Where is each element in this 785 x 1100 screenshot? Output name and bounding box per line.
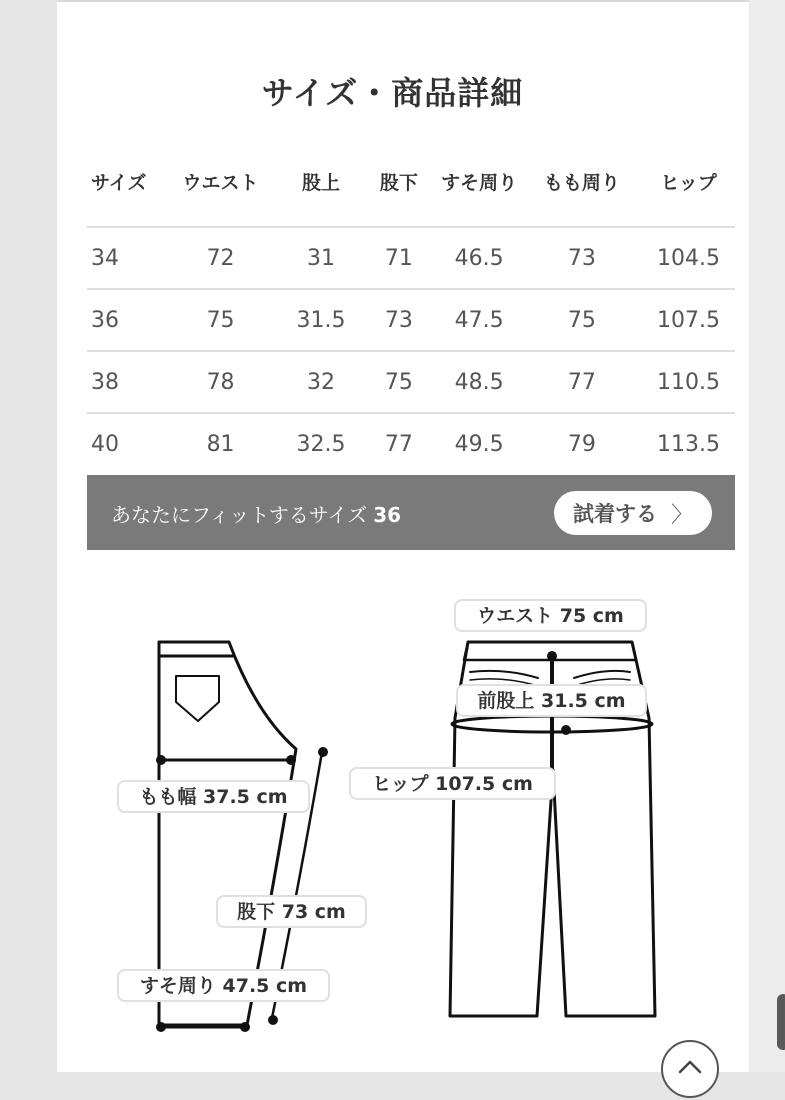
front-rise-bottom-dot [561,725,571,735]
table-cell: 77 [522,351,642,413]
front-rise-label: 前股上 31.5 cm [456,684,647,717]
table-cell: 81 [206,431,235,457]
try-on-label: 試着する [572,502,657,526]
front-view-pocket-left [470,671,538,678]
col-header-rise: 股上 [281,140,361,227]
front-rise-top-dot [547,651,557,661]
table-cell: 49.5 [454,431,504,457]
inseam-top-dot [318,747,328,757]
table-cell: 73 [361,289,436,351]
pocket-icon [176,676,219,721]
inseam-bottom-dot [268,1015,278,1025]
table-cell: 71 [361,227,436,289]
waist-label: ウエスト 75 cm [454,599,647,632]
table-cell: 36 [87,289,160,351]
table-cell: 34 [87,227,160,289]
table-cell: 72 [160,227,280,289]
hem-left-dot [156,1022,166,1032]
table-cell: 73 [522,227,642,289]
table-cell: 47.5 [437,289,522,351]
chevron-up-icon [663,1042,717,1096]
table-cell: 75 [522,289,642,351]
hem-right-dot [240,1022,250,1032]
table-cell: 79 [567,431,596,457]
col-header-inseam: 股下 [361,140,436,227]
hem-label: すそ周り 47.5 cm [117,969,330,1002]
table-cell: 110.5 [642,351,735,413]
chevron-right-icon: 〉 [670,502,693,528]
col-header-waist: ウエスト [160,140,280,227]
thigh-label: もも幅 37.5 cm [117,780,310,813]
table-cell: 113.5 [657,431,721,457]
col-header-hem: すそ周り [437,140,522,227]
table-cell: 32 [281,351,361,413]
table-cell: 75 [361,351,436,413]
back-to-top-button[interactable] [661,1040,719,1098]
col-header-hip: ヒップ [642,140,735,227]
front-view-pocket-right [574,671,630,678]
table-cell: 46.5 [437,227,522,289]
table-cell: 32.5 [296,431,346,457]
table-cell: 40 [91,431,119,457]
thigh-left-dot [156,755,166,765]
fit-size-value: 36 [373,503,402,527]
thigh-right-dot [286,755,296,765]
table-cell: 38 [87,351,160,413]
table-cell: 31.5 [281,289,361,351]
table-cell: 78 [160,351,280,413]
col-header-thigh: もも周り [522,140,642,227]
table-cell: 77 [384,431,413,457]
col-header-size: サイズ [87,140,160,227]
table-cell: 48.5 [437,351,522,413]
table-cell: 75 [160,289,280,351]
page-title: サイズ・商品詳細 [261,74,524,112]
table-cell: 31 [281,227,361,289]
side-view-outline [159,642,296,1025]
hip-label: ヒップ 107.5 cm [349,767,556,800]
inseam-label: 股下 73 cm [216,895,367,928]
table-cell: 104.5 [642,227,735,289]
table-cell: 107.5 [642,289,735,351]
fit-size-label: あなたにフィットするサイズ [111,503,368,527]
